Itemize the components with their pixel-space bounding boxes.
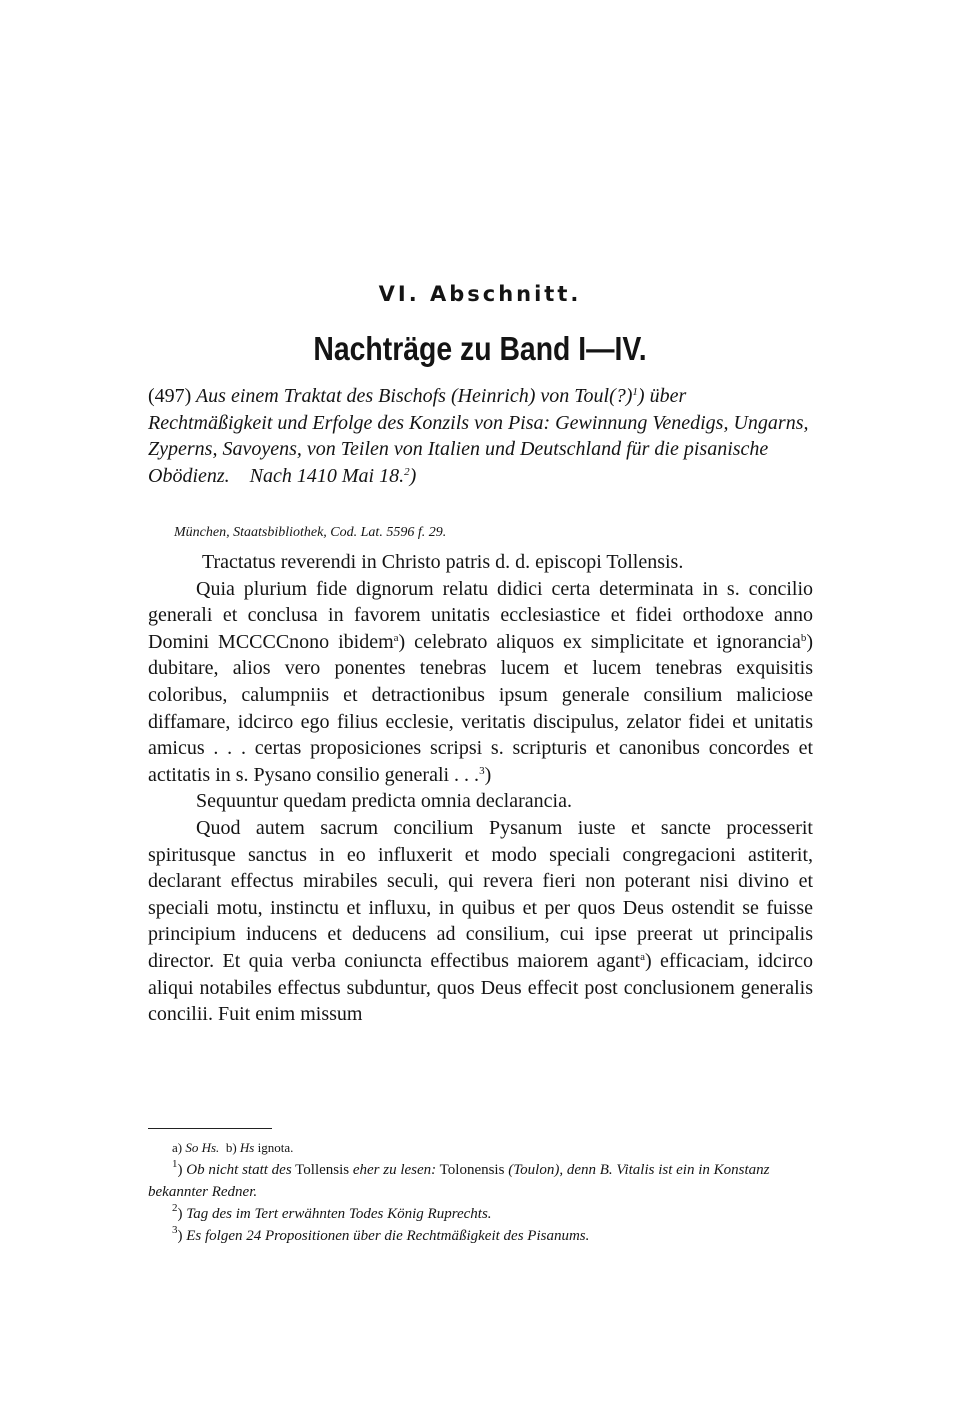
variant-notes: a) So Hs. b) Hs ignota. — [172, 1140, 294, 1155]
paragraph-2: Sequuntur quedam predicta omnia declarancia. — [196, 790, 572, 813]
regest-text-1: Aus einem Traktat des Bischofs (Heinrich) von Toul(?) — [195, 385, 633, 407]
regest-text-3: Venedigs, Ungarns, Zyperns, Savoyens, von Teilen von Italien — [148, 411, 809, 460]
regest-paren-2: ) — [409, 464, 417, 487]
regest-text-2: Rechtmäßigkeit und Erfolge des Konzils von Pisa: Gewinnung — [148, 411, 648, 434]
footnotes — [148, 1137, 813, 1247]
variant-ref-a-2: a — [640, 950, 645, 963]
footnote-2: $^2$) Tag des im Tert erwähnten Todes König Ruprechts. — [172, 1202, 492, 1222]
document-number: (497) — [148, 385, 192, 407]
page-title: Nachträge zu Band I—IV. — [313, 330, 647, 367]
treatise-title: Tractatus reverendi in Christo patris d. d. episcopi Tollensis. — [202, 551, 684, 573]
footnote-ref-2: 2 — [404, 465, 410, 478]
regest — [148, 383, 813, 489]
source-citation: München, Staatsbibliothek, Cod. Lat. 5596 f. 29. — [174, 525, 447, 540]
regest-paren: ) — [637, 385, 645, 407]
footnote-1: $^1$) Ob nicht statt des Tollensis eher zu lesen: Tolonensis (Toulon), denn B. Vitalis ist ein in Konstanz bekannter Redner. — [148, 1158, 770, 1200]
footnote-3: $^3$) Es folgen 24 Propositionen über die Rechtmäßigkeit des Pisanums. — [172, 1224, 590, 1244]
variant-ref-a: a — [393, 631, 399, 644]
section-heading: VI. Abschnitt. — [378, 282, 582, 306]
footnote-ref-1: 1 — [632, 386, 638, 398]
footnote-ref-3: 3 — [479, 764, 485, 777]
variant-ref-b: b — [800, 631, 807, 644]
regest-text-5: Mai 18. — [341, 464, 405, 487]
footnote-divider — [148, 1128, 272, 1129]
regest-text-4: und Deutschland für die pisanische Obödienz. — [148, 438, 769, 487]
paragraph-3: Quod autem sacrum concilium Pysanum iuste et sancte processerit spiritusque sanctus in eo influxerit et modo speciali congregacioni astiterit, declarant effectus mirabiles seculi, qui revera fieri non poterant nisi divino et speciali motu, instinctu et influxu, in quibus et per quos Deus ostendit se fuisse principium inducens et deducens ad consilium, cui ipse preerat ut principalis director. Et quia verba coniuncta effectibus maiorem agant$^a$) efficaciam, idcirco aliqui notabiles effectus subduntur, quos Deus effecit post conclusionem generalis concilii. Fuit enim missum — [148, 816, 813, 1026]
regest-date: Nach 1410 — [249, 464, 337, 487]
regest-text-1-end: über — [649, 385, 687, 407]
document-body — [148, 549, 813, 1028]
paragraph-1: Quia plurium fide dignorum relatu didici certa determinata in s. concilio generali et conclusa in favorem unitatis ecclesiastice et fidei orthodoxe anno Domini MCCCCnono ibidem$^a$) celebrato aliquos ex simplicitate et ignorancia$^b$) dubitare, alios vero ponentes tenebras lucem et lucem tenebras exquisitis coloribus, calumpniis et detractionibus ipsum generale consilium maliciose diffamare, idcirco ego filius ecclesie, veritatis discipulus, zelator fidei et unitatis amicus . . . certas proposiciones scripsi s. scripturis et canonibus concordes et actitatis in s. Pysano consilio generali . . .$^3$) — [148, 577, 813, 786]
